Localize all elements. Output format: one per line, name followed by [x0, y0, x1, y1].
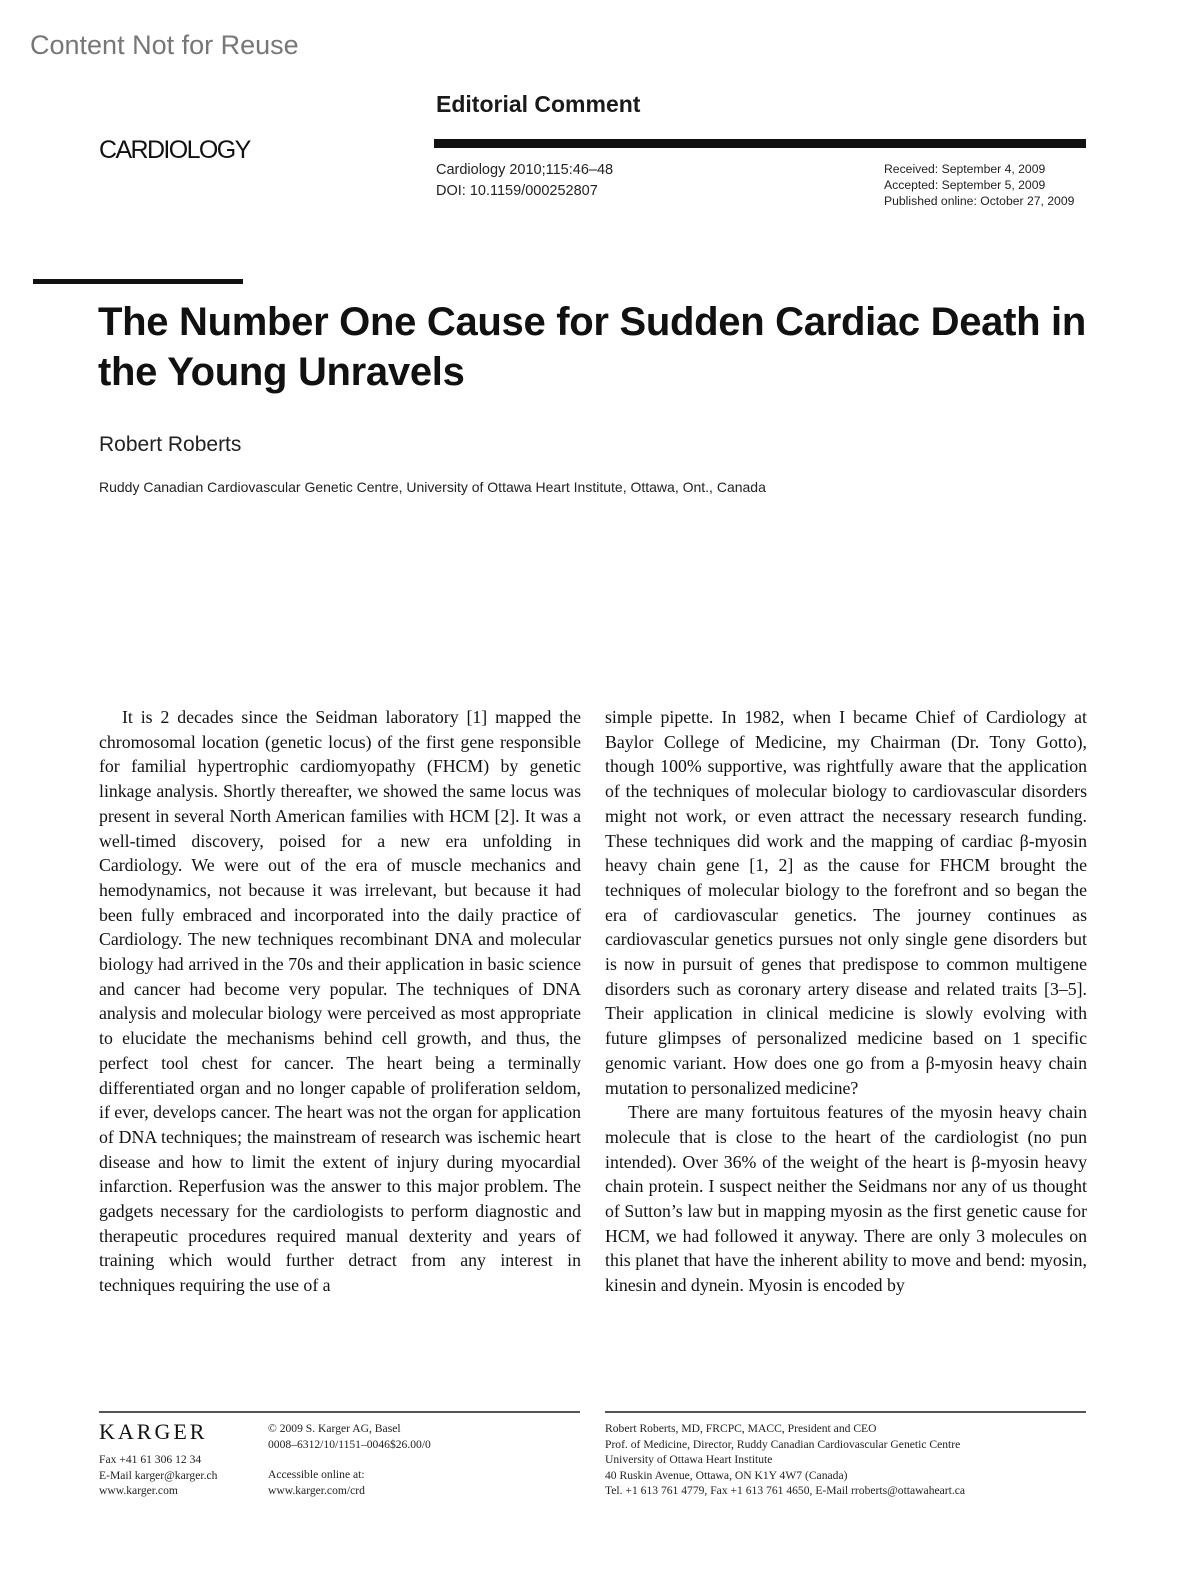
publisher-contact [99, 1452, 217, 1499]
received-date: Received: September 4, 2009 [884, 162, 1046, 176]
title-divider [33, 279, 243, 284]
body-paragraph: It is 2 decades since the Seidman laboratory [1] mapped the chromosomal location (genetic locus) of the first gene responsible for familial hypertrophic cardiomyopathy (FHCM) by genetic linkage analysis. Shortly thereafter, we showed the same locus was present in several North American families with HCM [2]. It was a well-timed discovery, poised for a new era unfolding in Cardiology. We were out of the era of muscle mechanics and hemodynamics, not because it was irrelevant, but because it had been fully embraced and incorporated into the daily practice of Cardiology. The new techniques recombinant DNA and molecular biology had arrived in the 70s and their application in basic science and cancer had become very popular. The techniques of DNA analysis and molecular biology were perceived as most appropriate to elucidate the mechanisms behind cell growth, and thus, the perfect tool chest for cancer. The heart being a terminally differentiated organ and no longer capable of proliferation seldom, if ever, develops cancer. The heart was not the organ for application of DNA techniques; the mainstream of research was ischemic heart disease and how to limit the extent of injury during myocardial infarction. Reperfusion was the answer to this major problem. The gadgets necessary for the cardiologists to perform diagnostic and therapeutic procedures required manual dexterity and years of training which would further detract from any interest in techniques requiring the use of a [99, 707, 581, 1296]
correspondence-line: Tel. +1 613 761 4779, Fax +1 613 761 4650, E-Mail rroberts@ottawaheart.ca [605, 1484, 966, 1497]
section-divider [434, 139, 1086, 148]
online-label: Accessible online at: [268, 1468, 365, 1481]
footer-divider-right [605, 1411, 1086, 1413]
online-url: www.karger.com/crd [268, 1483, 365, 1497]
online-access-block [268, 1467, 365, 1498]
author-name: Robert Roberts [99, 433, 242, 456]
citation-line: Cardiology 2010;115:46–48 [436, 162, 614, 178]
publisher-logo: KARGER [99, 1419, 208, 1444]
publisher-email: E-Mail karger@karger.ch [99, 1468, 218, 1482]
publisher-website: www.karger.com [99, 1484, 178, 1497]
body-paragraph: simple pipette. In 1982, when I became Chief of Cardiology at Baylor College of Medicine, my Chairman (Dr. Tony Gotto), though 100% supportive, was rightfully aware that the application of the techniques of molecular biology to cardiovascular disorders might not work, or even attract the necessary research funding. These techniques did work and the mapping of cardiac β-myosin heavy chain gene [1, 2] as the cause for FHCM brought the techniques of molecular biology to the forefront and so began the era of cardiovascular genetics. The journey continues as cardiovascular genetics pursues not only single gene disorders but is now in pursuit of genes that predispose to common multigene disorders such as coronary artery disease and related traits [3–5]. Their application in clinical medicine is slowly evolving with future glimpses of personalized medicine based on 1 specific genomic variant. How does one go from a β-myosin heavy chain mutation to personalized medicine? [605, 707, 1087, 1098]
issn-line: 0008–6312/10/1151–0046$26.00/0 [268, 1437, 431, 1451]
doi-line: DOI: 10.1159/000252807 [436, 183, 598, 199]
article-title: The Number One Cause for Sudden Cardiac Death in the Young Unravels [98, 300, 1087, 394]
correspondence-line: 40 Ruskin Avenue, Ottawa, ON K1Y 4W7 (Canada) [605, 1468, 848, 1482]
correspondence-line: University of Ottawa Heart Institute [605, 1453, 773, 1466]
body-column-left [99, 705, 581, 1298]
copyright-block [268, 1421, 431, 1452]
author-affiliation: Ruddy Canadian Cardiovascular Genetic Centre, University of Ottawa Heart Institute, Ottawa, Ont., Canada [99, 479, 766, 495]
accepted-date: Accepted: September 5, 2009 [884, 178, 1046, 192]
watermark-text: Content Not for Reuse [30, 30, 299, 60]
citation-block [436, 160, 613, 202]
correspondence-address [605, 1421, 965, 1499]
correspondence-line: Robert Roberts, MD, FRCPC, MACC, President and CEO [605, 1422, 877, 1435]
correspondence-line: Prof. of Medicine, Director, Ruddy Canadian Cardiovascular Genetic Centre [605, 1437, 961, 1451]
journal-logo: CARDIOLOGY [99, 136, 250, 164]
dates-block [884, 161, 1074, 209]
publisher-fax: Fax +41 61 306 12 34 [99, 1453, 202, 1466]
body-column-right [605, 705, 1087, 1298]
section-label: Editorial Comment [436, 91, 641, 117]
published-date: Published online: October 27, 2009 [884, 194, 1075, 208]
footer-divider-left [99, 1411, 580, 1413]
body-paragraph: There are many fortuitous features of the myosin heavy chain molecule that is close to the heart of the cardiologist (no pun intended). Over 36% of the weight of the heart is β-myosin heavy chain protein. I suspect neither the Seidmans nor any of us thought of Sutton’s law but in mapping myosin as the first genetic cause for HCM, we had followed it anyway. There are only 3 molecules on this planet that have the inherent ability to move and bend: myosin, kinesin and dynein. Myosin is encoded by [605, 1102, 1087, 1296]
copyright-line: © 2009 S. Karger AG, Basel [268, 1422, 401, 1435]
